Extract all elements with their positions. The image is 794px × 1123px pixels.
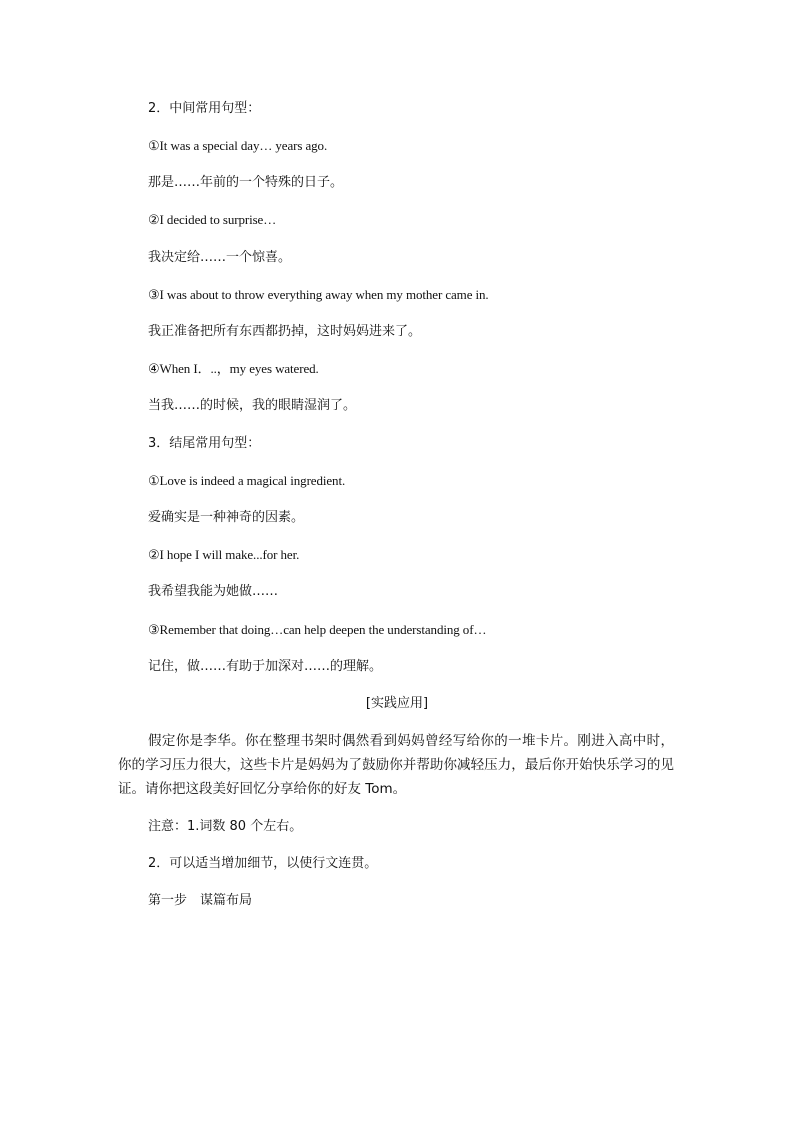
practice-note1: 注意：1.词数 80 个左右。 [148,819,303,834]
practice-step1: 第一步 谋篇布局 [148,893,253,908]
section2-item3-en: ③I was about to throw everything away when my mother came in. [148,287,489,302]
section2-item1-zh: 那是……年前的一个特殊的日子。 [148,175,344,190]
section2-item4-zh: 当我……的时候，我的眼睛湿润了。 [148,398,357,413]
practice-note2: 2．可以适当增加细节，以使行文连贯。 [148,856,378,871]
section2-heading: 2．中间常用句型： [148,101,261,116]
section3-item2-en: ②I hope I will make...for her. [148,547,300,562]
section2-item4-en: ④When I．..，my eyes watered. [148,361,319,376]
practice-title: [实践应用] [365,696,429,711]
section2-item2-en: ②I decided to surprise… [148,212,277,227]
section3-item3-en: ③Remember that doing…can help deepen the understanding of… [148,622,487,637]
practice-prompt: 假定你是李华。你在整理书架时偶然看到妈妈曾经写给你的一堆卡片。刚进入高中时，你的学习压力很大，这些卡片是妈妈为了鼓励你并帮助你减轻压力，最后你开始快乐学习的见证。请你把这段美好回忆分享给你的好友 Tom。 [118,733,674,797]
section3-item1-en: ①Love is indeed a magical ingredient. [148,473,346,488]
section3-item1-zh: 爱确实是一种神奇的因素。 [148,510,305,525]
section2-item1-en: ①It was a special day… years ago. [148,138,328,153]
section3-item3-zh: 记住，做……有助于加深对……的理解。 [148,659,383,674]
section3-item2-zh: 我希望我能为她做…… [148,584,279,599]
section3-heading: 3．结尾常用句型： [148,436,261,451]
section2-item3-zh: 我正准备把所有东西都扔掉，这时妈妈进来了。 [148,324,422,339]
section2-item2-zh: 我决定给……一个惊喜。 [148,250,292,265]
